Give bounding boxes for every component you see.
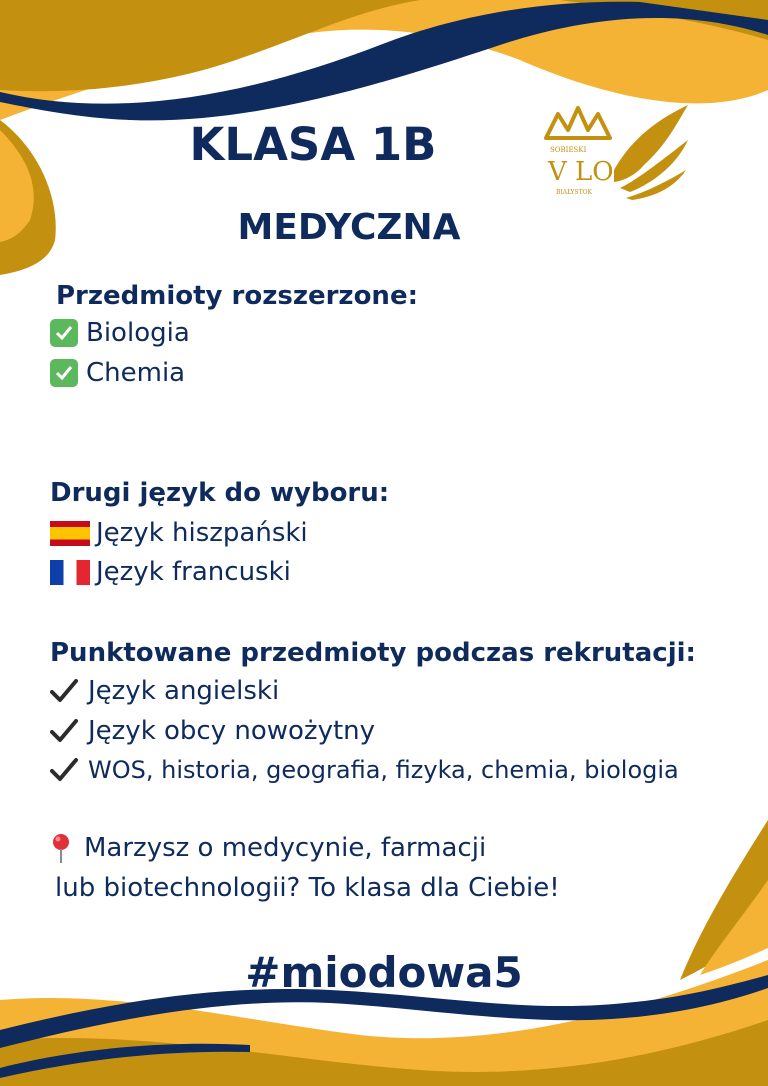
subject-label: Język obcy nowożytny: [88, 716, 376, 746]
list-item: [50, 716, 375, 746]
green-check-icon: [50, 319, 78, 347]
subject-label: Chemia: [86, 358, 186, 388]
language-label: Język francuski: [96, 557, 291, 587]
logo-bottom-text: BIAŁYSTOK: [556, 189, 592, 196]
note-line2: lub biotechnologii? To klasa dla Ciebie!: [55, 873, 560, 903]
green-check-icon: [50, 359, 78, 387]
crown-wing-logo-icon: [536, 100, 696, 200]
checkmark-icon: [50, 678, 78, 704]
second-language-heading: Drugi język do wyboru:: [50, 478, 390, 508]
list-item: [50, 756, 679, 784]
school-logo: [536, 100, 696, 200]
note-line: [55, 873, 560, 903]
page-subtitle: MEDYCZNA: [237, 207, 461, 248]
checkmark-icon: [50, 718, 78, 744]
note-line: [50, 833, 486, 863]
checkmark-icon: [50, 757, 78, 783]
list-item: [50, 318, 190, 348]
spain-flag-icon: [50, 521, 90, 546]
language-label: Język hiszpański: [96, 518, 308, 548]
list-item: [50, 676, 279, 706]
list-item: [50, 557, 291, 587]
subject-label: Biologia: [86, 318, 190, 348]
list-item: [50, 358, 185, 388]
logo-main-text: V LO: [548, 157, 614, 187]
page-title: KLASA 1B: [189, 118, 437, 171]
extended-subjects-heading: Przedmioty rozszerzone:: [56, 281, 418, 311]
subject-label: WOS, historia, geografia, fizyka, chemia, biologia: [88, 756, 679, 784]
logo-top-text: SOBIESKI: [550, 146, 587, 154]
list-item: [50, 518, 308, 548]
hashtag: #miodowa5: [245, 948, 523, 997]
france-flag-icon: [50, 560, 90, 585]
note-line1: Marzysz o medycynie, farmacji: [84, 833, 487, 863]
pin-icon: [50, 833, 72, 863]
subject-label: Język angielski: [88, 676, 280, 706]
recruitment-heading: Punktowane przedmioty podczas rekrutacji:: [50, 638, 696, 668]
